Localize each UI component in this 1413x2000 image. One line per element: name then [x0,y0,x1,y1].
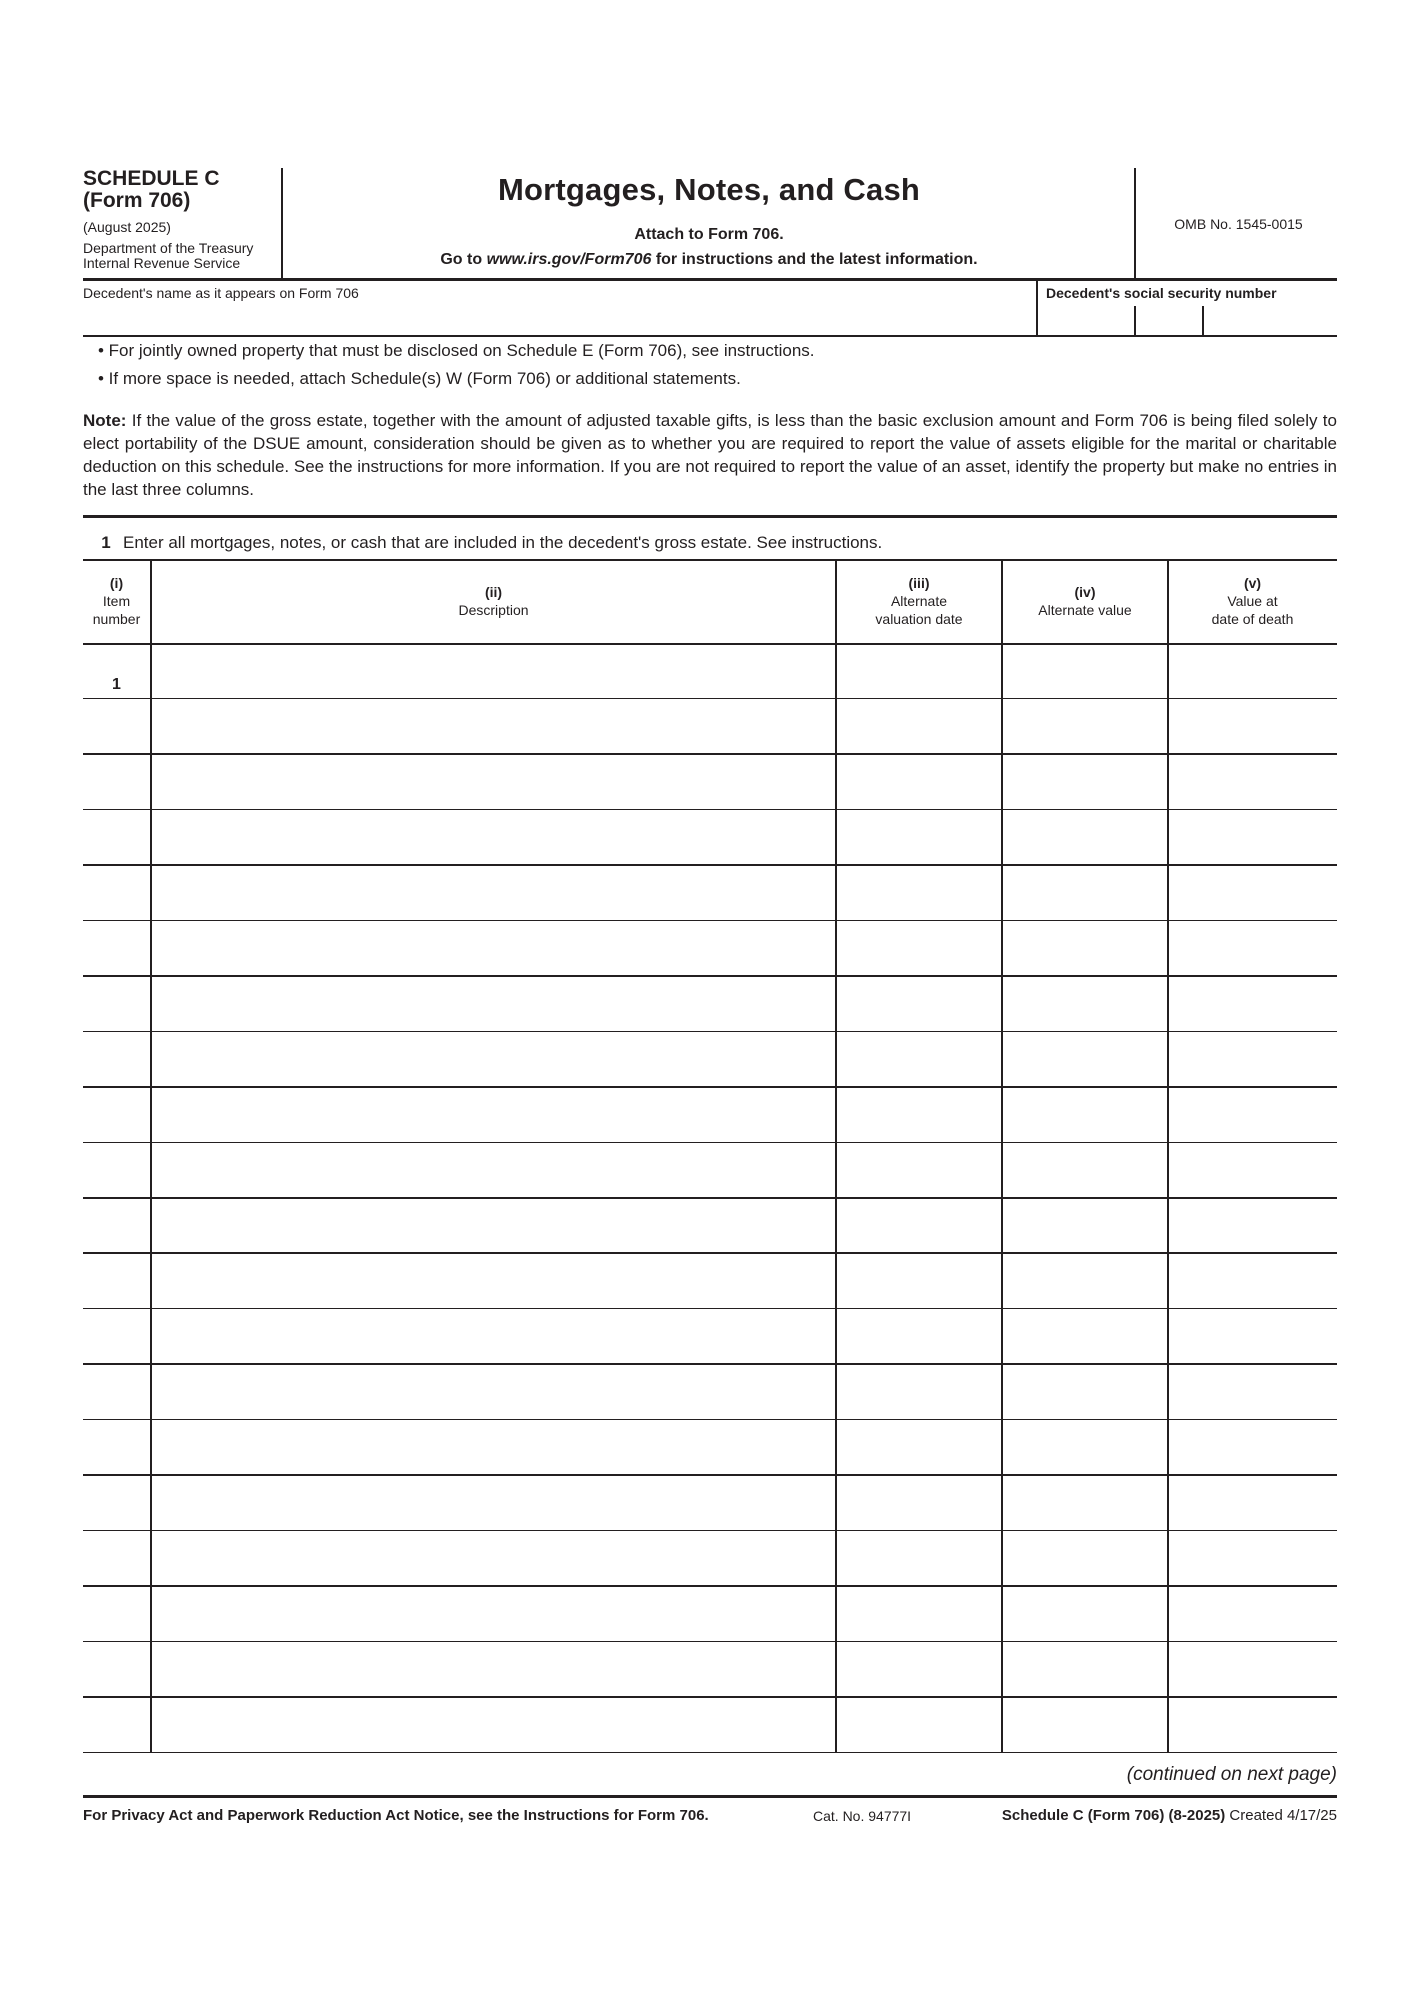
item-number-cell [83,755,150,809]
privacy-notice: For Privacy Act and Paperwork Reduction Act Notice, see the Instructions for Form 706. [83,1807,709,1824]
column-label: Alternate valuation date [875,593,963,627]
description-cell[interactable] [151,1587,835,1641]
ssn-field-serial[interactable] [1204,306,1337,335]
item-number-cell [83,1420,150,1474]
value-at-death-cell[interactable] [1169,1032,1337,1086]
page-title: Mortgages, Notes, and Cash [497,172,921,207]
column-label: Item number [92,593,141,627]
item-number-cell [83,1143,150,1197]
description-cell[interactable] [151,1365,835,1419]
goto-suffix: for instructions and the latest information. [651,251,978,268]
alternate-valuation-date-cell[interactable] [837,1642,1001,1696]
attach-instruction: Attach to Form 706. [634,226,784,243]
alternate-value-cell[interactable] [1003,755,1167,809]
value-at-death-cell[interactable] [1169,1531,1337,1585]
alternate-value-cell[interactable] [1003,1032,1167,1086]
alternate-valuation-date-cell[interactable] [837,1143,1001,1197]
alternate-valuation-date-cell[interactable] [837,977,1001,1031]
alternate-value-cell[interactable] [1003,644,1167,698]
irs-link[interactable]: www.irs.gov/Form706 [486,251,652,268]
dept-line-2: Internal Revenue Service [83,255,241,271]
value-at-death-cell[interactable] [1169,1587,1337,1641]
alternate-value-cell[interactable] [1003,1642,1167,1696]
ssn-label: Decedent's social security number [1046,285,1277,301]
alternate-value-cell[interactable] [1003,921,1167,975]
description-cell[interactable] [151,1032,835,1086]
value-at-death-cell[interactable] [1169,1254,1337,1308]
column-header-value-at-death [1168,559,1337,643]
goto-prefix: Go to [440,251,487,268]
item-number-cell [83,810,150,864]
row-rule [83,1752,1337,1754]
decedent-name-field[interactable] [83,302,1033,332]
item-number-cell [83,921,150,975]
value-at-death-cell[interactable] [1169,977,1337,1031]
value-at-death-cell[interactable] [1169,644,1337,698]
description-cell[interactable] [151,1143,835,1197]
description-cell[interactable] [151,1531,835,1585]
item-number-cell [83,1309,150,1363]
column-header-alternate-valuation-date [836,559,1002,643]
alternate-value-cell[interactable] [1003,1309,1167,1363]
value-at-death-cell[interactable] [1169,1476,1337,1530]
item-number-cell [83,977,150,1031]
item-number-cell [83,1088,150,1142]
column-label: Value at date of death [1211,593,1294,627]
agency-name [83,241,278,271]
item-number-cell [83,644,150,698]
item-number-cell [83,1032,150,1086]
value-at-death-cell[interactable] [1169,1143,1337,1197]
note-label: Note: [83,411,127,430]
alternate-valuation-date-cell[interactable] [837,1309,1001,1363]
alternate-value-cell[interactable] [1003,810,1167,864]
alternate-value-cell[interactable] [1003,1143,1167,1197]
alternate-value-cell[interactable] [1003,1531,1167,1585]
value-at-death-cell[interactable] [1169,699,1337,753]
value-at-death-cell[interactable] [1169,1365,1337,1419]
column-label: Description [458,602,529,618]
alternate-valuation-date-cell[interactable] [837,1254,1001,1308]
continued-note: (continued on next page) [1126,1764,1337,1785]
description-cell[interactable] [151,1254,835,1308]
line-1-text: Enter all mortgages, notes, or cash that are included in the decedent's gross estate. See instructions. [123,533,883,552]
column-header-description [151,559,836,643]
dept-line-1: Department of the Treasury [83,240,254,256]
alternate-value-cell[interactable] [1003,1088,1167,1142]
form-number: (Form 706) [83,189,191,212]
description-cell[interactable] [151,1642,835,1696]
schedule-title: SCHEDULE C [83,167,220,190]
item-number-cell [83,699,150,753]
column-roman: (i) [109,575,124,591]
item-number-cell [83,866,150,920]
instruction-bullet-jointly-owned: • For jointly owned property that must be disclosed on Schedule E (Form 706), see instructions. [98,341,815,360]
description-cell[interactable] [151,644,835,698]
alternate-valuation-date-cell[interactable] [837,1587,1001,1641]
item-number-cell [83,1365,150,1419]
item-number-cell [83,1254,150,1308]
catalog-number: Cat. No. 94777I [813,1808,912,1824]
value-at-death-cell[interactable] [1169,1642,1337,1696]
alternate-valuation-date-cell[interactable] [837,699,1001,753]
value-at-death-cell[interactable] [1169,1088,1337,1142]
alternate-value-cell[interactable] [1003,1420,1167,1474]
description-cell[interactable] [151,1309,835,1363]
note-text: If the value of the gross estate, together with the amount of adjusted taxable gifts, is less than the basic exclusion amount and Form 706 is being filed solely to elect portability of the DSUE amount, consideration should be given as to whether you are required to report the value of assets eligible for the marital or charitable deduction on this schedule. See the instructions for more information. If you are not required to report the value of an asset, identify the property but make no entries in the last three columns. [83,411,1337,499]
alternate-valuation-date-cell[interactable] [837,1531,1001,1585]
ssn-field-area[interactable] [1038,306,1134,335]
column-roman: (ii) [484,584,503,600]
form-identifier-block [83,168,278,271]
header-rule [83,278,1337,281]
revision-date: (August 2025) [83,219,171,235]
footer-rule [83,1795,1337,1798]
alternate-value-cell[interactable] [1003,1476,1167,1530]
item-number-cell [83,1587,150,1641]
alternate-value-cell[interactable] [1003,866,1167,920]
alternate-value-cell[interactable] [1003,1365,1167,1419]
value-at-death-cell[interactable] [1169,810,1337,864]
identity-rule [83,335,1337,337]
decedent-name-label: Decedent's name as it appears on Form 706 [83,285,359,301]
value-at-death-cell[interactable] [1169,1199,1337,1253]
item-number: 1 [112,675,121,693]
column-header-alternate-value [1002,559,1168,643]
value-at-death-cell[interactable] [1169,1698,1337,1752]
value-at-death-cell[interactable] [1169,921,1337,975]
alternate-valuation-date-cell[interactable] [837,755,1001,809]
alternate-value-cell[interactable] [1003,699,1167,753]
alternate-valuation-date-cell[interactable] [837,810,1001,864]
alternate-value-cell[interactable] [1003,1254,1167,1308]
description-cell[interactable] [151,866,835,920]
alternate-valuation-date-cell[interactable] [837,1476,1001,1530]
item-number-cell [83,1476,150,1530]
created-date: Created 4/17/25 [1225,1807,1337,1824]
description-cell[interactable] [151,1476,835,1530]
line-number: 1 [101,533,111,552]
item-number-cell [83,1199,150,1253]
column-roman: (v) [1243,575,1262,591]
description-cell[interactable] [151,1698,835,1752]
description-cell[interactable] [151,977,835,1031]
alternate-value-cell[interactable] [1003,1698,1167,1752]
omb-number: OMB No. 1545-0015 [1174,216,1303,232]
alternate-valuation-date-cell[interactable] [837,1365,1001,1419]
description-cell[interactable] [151,755,835,809]
description-cell[interactable] [151,1088,835,1142]
item-number-cell [83,1642,150,1696]
alternate-valuation-date-cell[interactable] [837,644,1001,698]
column-header-item-number [83,559,150,643]
alternate-valuation-date-cell[interactable] [837,1032,1001,1086]
section-rule [83,515,1337,518]
description-cell[interactable] [151,921,835,975]
form-id: Schedule C (Form 706) (8-2025) [1001,1807,1226,1824]
value-at-death-cell[interactable] [1169,1309,1337,1363]
item-number-cell [83,1698,150,1752]
alternate-value-cell[interactable] [1003,1199,1167,1253]
column-roman: (iii) [908,575,930,591]
alternate-valuation-date-cell[interactable] [837,1199,1001,1253]
column-label: Alternate value [1038,602,1132,618]
column-roman: (iv) [1074,584,1096,600]
value-at-death-cell[interactable] [1169,1420,1337,1474]
alternate-valuation-date-cell[interactable] [837,1088,1001,1142]
alternate-valuation-date-cell[interactable] [837,1698,1001,1752]
website-instruction [283,251,1135,269]
alternate-valuation-date-cell[interactable] [837,921,1001,975]
note-paragraph [83,409,1337,501]
item-number-cell [83,1531,150,1585]
description-cell[interactable] [151,699,835,753]
instruction-bullet-more-space: • If more space is needed, attach Schedule(s) W (Form 706) or additional statements. [98,369,741,388]
value-at-death-cell[interactable] [1169,866,1337,920]
description-cell[interactable] [151,810,835,864]
alternate-valuation-date-cell[interactable] [837,1420,1001,1474]
line-1-instruction [83,533,882,553]
description-cell[interactable] [151,1199,835,1253]
alternate-valuation-date-cell[interactable] [837,866,1001,920]
alternate-value-cell[interactable] [1003,1587,1167,1641]
alternate-value-cell[interactable] [1003,977,1167,1031]
description-cell[interactable] [151,1420,835,1474]
value-at-death-cell[interactable] [1169,755,1337,809]
ssn-field-group[interactable] [1136,306,1202,335]
form-id-footer [1002,1807,1337,1824]
